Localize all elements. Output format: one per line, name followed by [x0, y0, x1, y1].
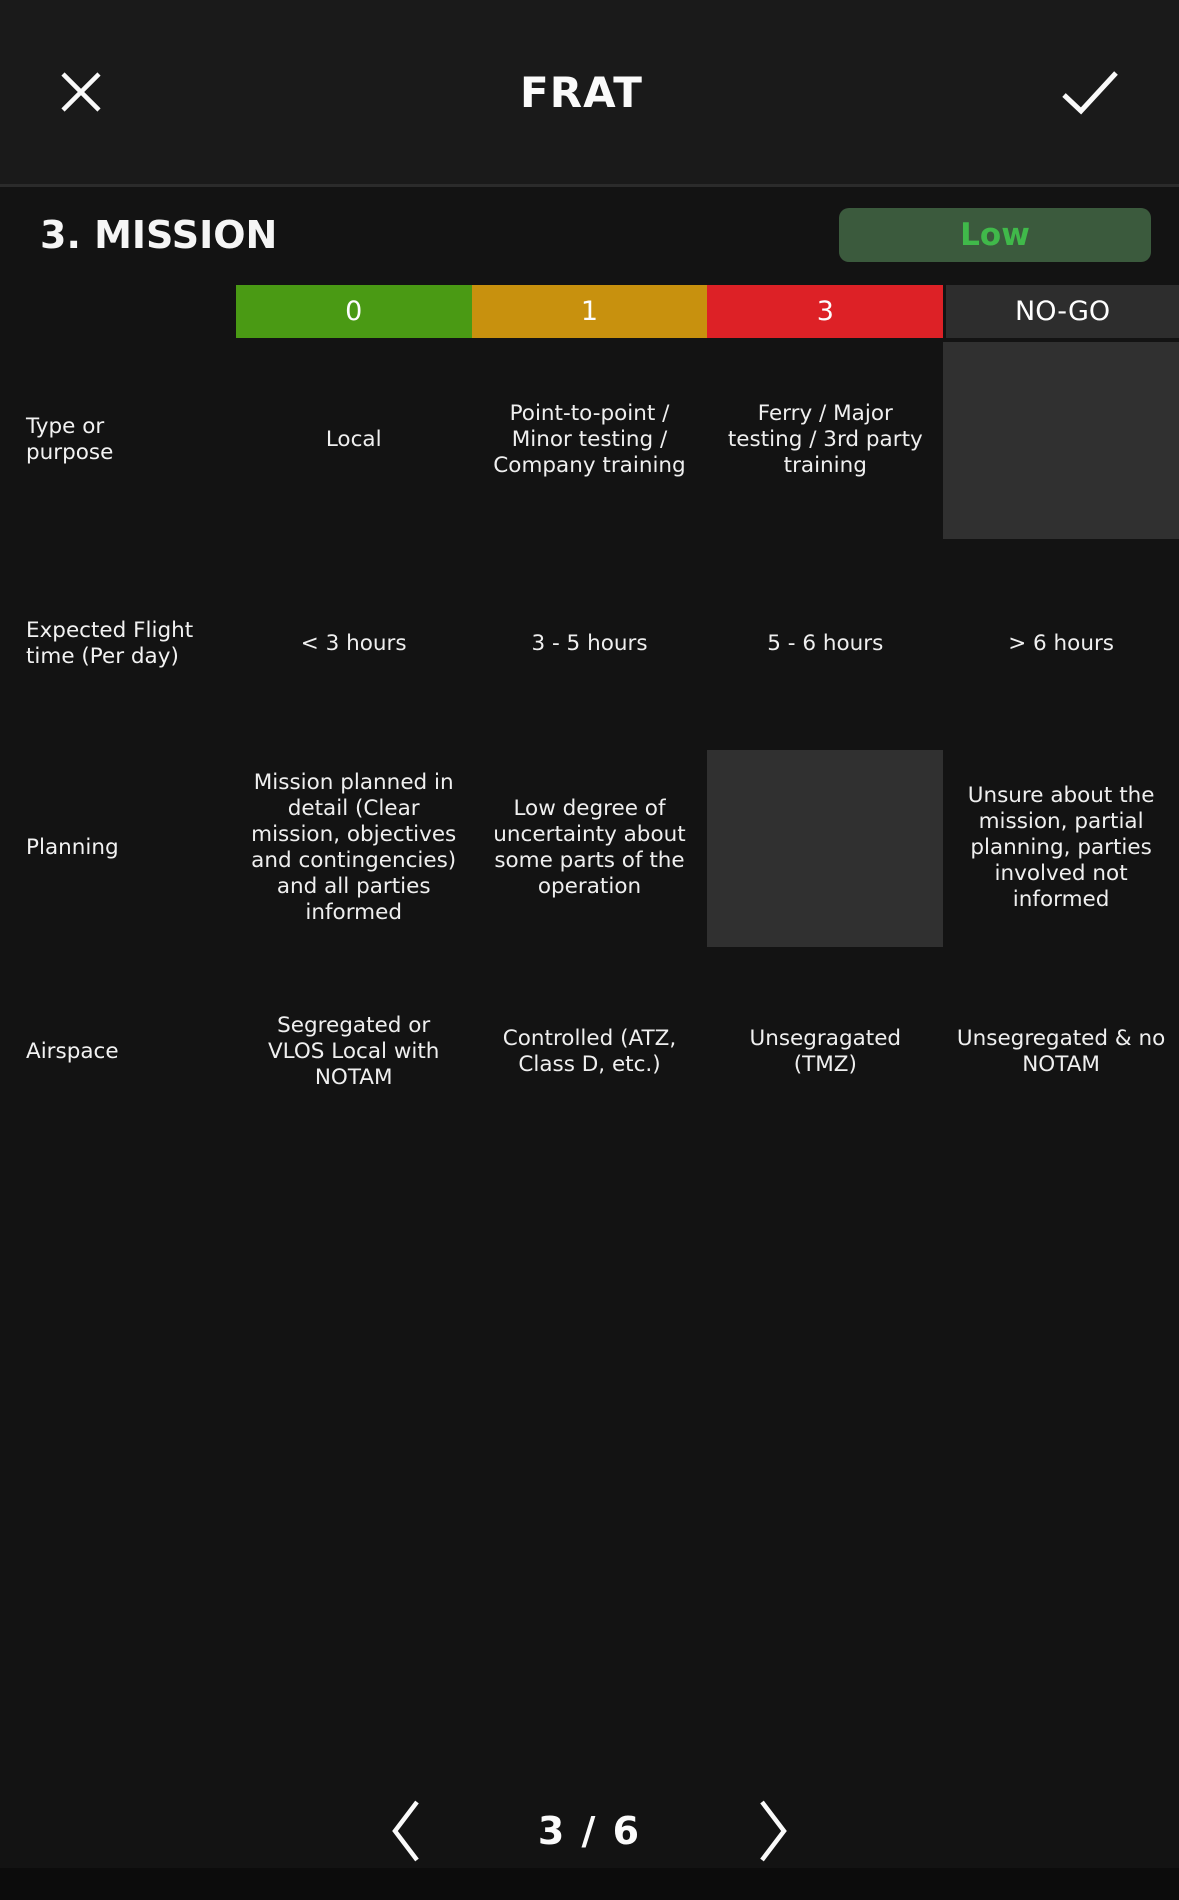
confirm-button[interactable] [1059, 68, 1121, 116]
row-label-airspace: Airspace [26, 1039, 119, 1064]
row-label-type-or-purpose: Type or purpose [26, 414, 114, 465]
chevron-left-icon [389, 1798, 423, 1864]
cell-airspace-score1[interactable]: Controlled (ATZ, Class D, etc.) [502, 1026, 677, 1077]
cell-flighttime-score3[interactable]: 5 - 6 hours [767, 631, 884, 656]
cell-type-score1[interactable]: Point-to-point / Minor testing / Company training [493, 401, 686, 478]
column-header-1: 1 [472, 285, 708, 338]
chevron-right-icon [756, 1798, 790, 1864]
cell-type-score0[interactable]: Local [325, 427, 382, 452]
app-bar [0, 0, 1179, 187]
cell-type-no-go-selected[interactable] [943, 342, 1179, 539]
home-indicator-area [0, 1868, 1179, 1900]
risk-level-badge: Low [839, 208, 1151, 262]
check-icon [1059, 68, 1121, 116]
prev-page-button[interactable] [389, 1798, 423, 1864]
row-label-planning: Planning [26, 835, 119, 860]
page-indicator: 3 / 6 [537, 1809, 642, 1853]
cell-type-score3[interactable]: Ferry / Major testing / 3rd party training [727, 401, 923, 478]
cell-flighttime-no-go[interactable]: > 6 hours [1008, 631, 1114, 656]
cell-planning-score3-selected[interactable] [707, 750, 943, 947]
page-title: FRAT [520, 67, 643, 117]
column-header-no-go: NO-GO [943, 285, 1179, 338]
row-label-expected-flight-time: Expected Flight time (Per day) [26, 618, 194, 669]
close-button[interactable] [58, 69, 104, 115]
cell-airspace-no-go[interactable]: Unsegregated & no NOTAM [956, 1026, 1166, 1077]
cell-airspace-score0[interactable]: Segregated or VLOS Local with NOTAM [267, 1013, 440, 1090]
column-header-spacer [0, 285, 236, 338]
risk-table [0, 285, 1179, 1154]
cell-planning-no-go[interactable]: Unsure about the mission, partial planning, parties involved not informed [967, 783, 1155, 912]
section-header [40, 207, 1151, 263]
cell-flighttime-score1[interactable]: 3 - 5 hours [531, 631, 648, 656]
close-icon [58, 69, 104, 115]
cell-flighttime-score0[interactable]: < 3 hours [300, 631, 407, 656]
column-header-0: 0 [236, 285, 472, 338]
section-title: 3. MISSION [40, 213, 278, 257]
cell-planning-score1[interactable]: Low degree of uncertainty about some parts of the operation [493, 796, 686, 899]
next-page-button[interactable] [756, 1798, 790, 1864]
pagination [0, 1798, 1179, 1864]
cell-planning-score0[interactable]: Mission planned in detail (Clear mission, objectives and contingencies) and all parties informed [251, 770, 457, 925]
column-header-3: 3 [707, 285, 943, 338]
cell-airspace-score3[interactable]: Unsegragated (TMZ) [749, 1026, 902, 1077]
